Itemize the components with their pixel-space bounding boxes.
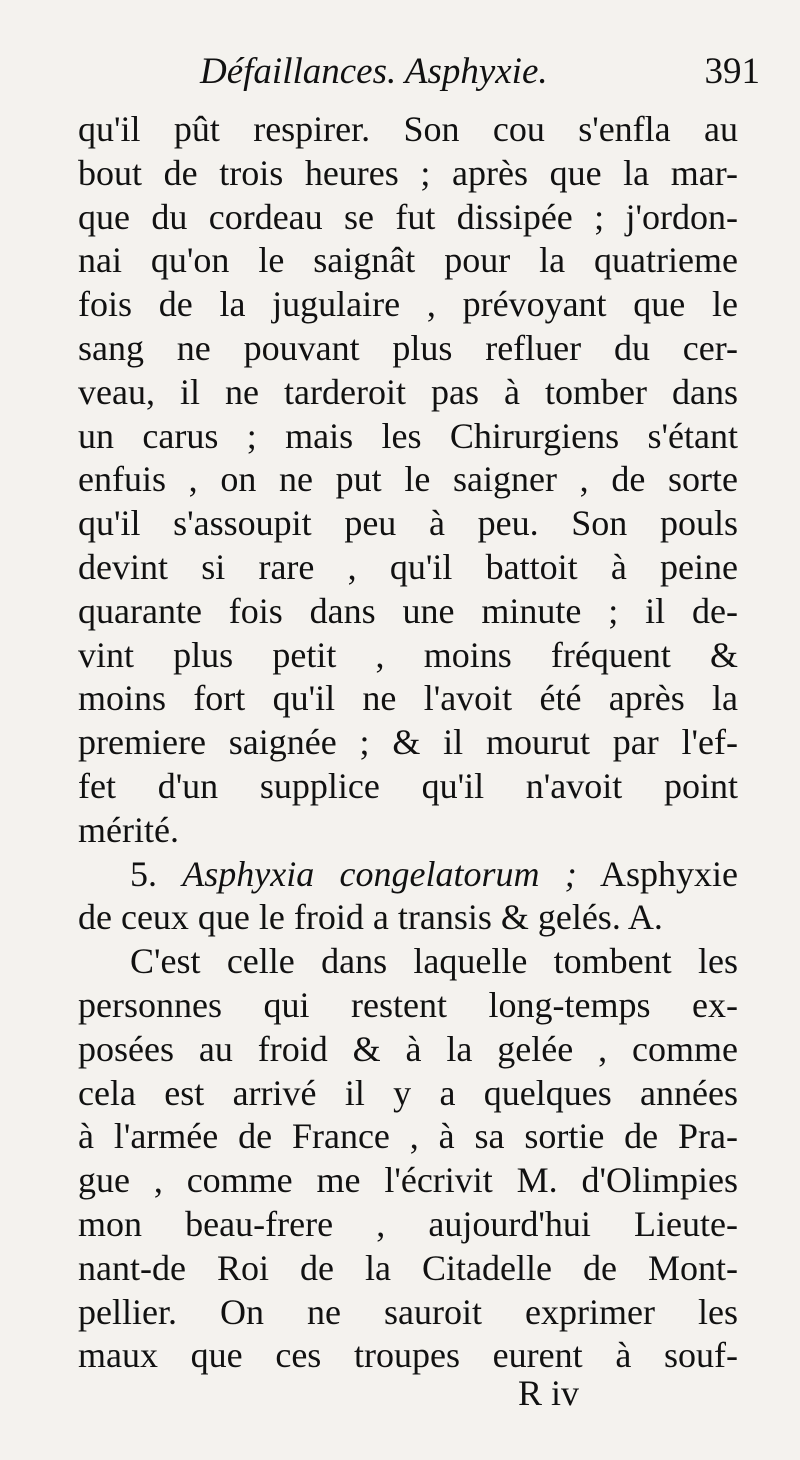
french-term: Asphyxie [600, 853, 738, 894]
text-line: cela est arrivé il y a quelques années [78, 1072, 738, 1113]
text-line: premiere saignée ; & il mourut par l'ef- [78, 722, 738, 763]
text-line: posées au froid & à la gelée , comme [78, 1028, 738, 1069]
text-line: à l'armée de France , à sa sortie de Pra- [78, 1116, 738, 1157]
text-line: un carus ; mais les Chirurgiens s'étant [78, 415, 738, 456]
text-line: sang ne pouvant plus refluer du cer- [78, 327, 738, 368]
paragraph-start-line: C'est celle dans laquelle tombent les [130, 941, 738, 982]
text-line: pellier. On ne sauroit exprimer les [78, 1291, 738, 1332]
running-header [200, 50, 760, 106]
text-line: gue , comme me l'écrivit M. d'Olimpies [78, 1160, 738, 1201]
latin-term: Asphyxia congelatorum ; [182, 853, 577, 894]
text-line: fois de la jugulaire , prévoyant que le [78, 284, 738, 325]
item-5-heading-line [78, 853, 738, 897]
text-line: qu'il pût respirer. Son cou s'enfla au [78, 109, 738, 149]
page-number: 391 [704, 51, 760, 92]
text-block [78, 108, 738, 1378]
text-line: que du cordeau se fut dissipée ; j'ordon- [78, 196, 738, 237]
text-line: moins fort qu'il ne l'avoit été après la [78, 678, 738, 719]
text-line: nai qu'on le saignât pour la quatrieme [78, 240, 738, 281]
text-line: fet d'un supplice qu'il n'avoit point [78, 765, 738, 806]
signature-mark: R iv [518, 1373, 580, 1413]
text-line: enfuis , on ne put le saigner , de sorte [78, 459, 738, 500]
text-line: devint si rare , qu'il battoit à peine [78, 546, 738, 587]
text-line: bout de trois heures ; après que la mar- [78, 152, 738, 193]
text-line: nant-de Roi de la Citadelle de Mont- [78, 1247, 738, 1288]
item-number: 5. [130, 853, 157, 894]
text-line: qu'il s'assoupit peu à peu. Son pouls [78, 503, 738, 544]
text-line: mon beau-frere , aujourd'hui Lieute- [78, 1203, 738, 1244]
text-line: maux que ces troupes eurent à souf- [78, 1335, 738, 1376]
paragraph-end-line: mérité. [78, 809, 179, 850]
text-line: veau, il ne tarderoit pas à tomber dans [78, 371, 738, 412]
running-title: Défaillances. Asphyxie. [200, 51, 548, 92]
text-line: vint plus petit , moins fréquent & [78, 634, 738, 675]
text-line: de ceux que le froid a transis & gelés. A. [78, 897, 663, 938]
text-line: personnes qui restent long-temps ex- [78, 984, 738, 1025]
text-line: quarante fois dans une minute ; il de- [78, 590, 738, 631]
